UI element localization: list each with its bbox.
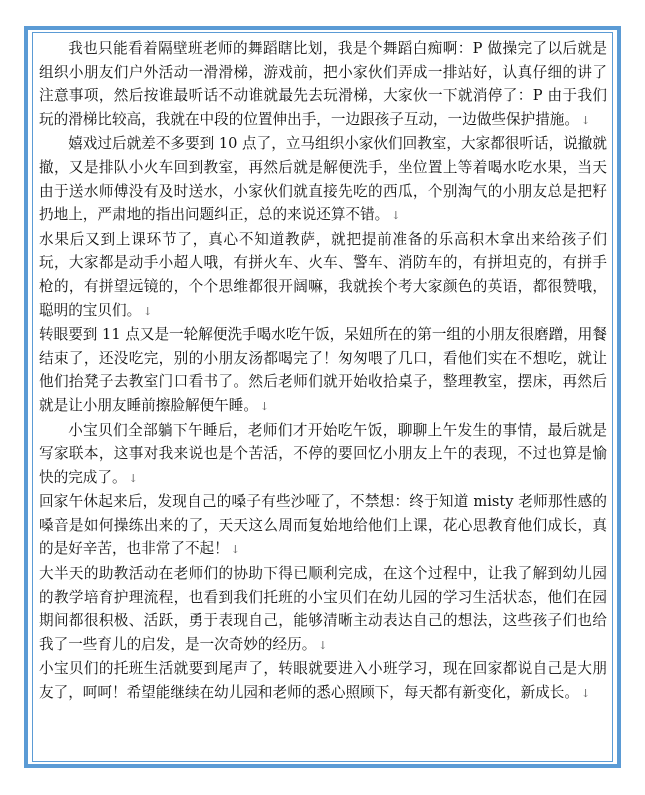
paragraph-7: [39, 562, 607, 657]
paragraph-text: 转眼要到 11 点又是一轮解便洗手喝水吃午饭，呆妞所在的第一组的小朋友很磨蹭，用餐结束了，还没吃完，别的小朋友汤都喝完了！匆匆喂了几口，看他们实在不想吃，就让他们抬凳子去教室门口看书了。然后老师们就开始收拾桌子，整理教室，摆床，再然后就是让小朋友睡前擦脸解便午睡。: [39, 326, 607, 414]
paragraph-6: [39, 490, 607, 562]
paragraph-text: 水果后又到上课环节了，真心不知道教萨，就把提前准备的乐高积木拿出来给孩子们玩，大家都是动手小超人哦，有拼火车、火车、警车、消防车的，有拼坦克的，有拼手枪的，有拼望远镜的，个个思维都很开阔嘛，我就挨个考大家颜色的英语，都很赞哦，聪明的宝贝们。: [39, 230, 607, 319]
paragraph-mark-icon: ↓: [259, 399, 270, 413]
paragraph-mark-icon: ↓: [230, 543, 240, 557]
paragraph-mark-icon: ↓: [143, 304, 153, 318]
paragraph-3: [39, 228, 607, 323]
paragraph-8: [39, 657, 607, 705]
paragraph-5: [39, 419, 607, 491]
paragraph-text: 嬉戏过后就差不多要到 10 点了，立马组织小家伙们回教室，大家都很听话，说撤就撤，又是排队小火车回到教室，再然后就是解便洗手，坐位置上等着喝水吃水果，当天由于送水师傅没有及时送水，小家伙们就直接先吃的西瓜，个别淘气的小朋友总是把籽扔地上，严肃地的指出问题纠正，总的来说还算不错。: [39, 135, 607, 224]
paragraph-text: 小宝贝们的托班生活就要到尾声了，转眼就要进入小班学习，现在回家都说自己是大朋友了，呵呵！希望能继续在幼儿园和老师的悉心照顾下，每天都有新变化，新成长。: [39, 660, 607, 702]
paragraph-mark-icon: ↓: [391, 209, 401, 223]
paragraph-2: [39, 132, 607, 227]
paragraph-mark-icon: ↓: [318, 638, 328, 652]
paragraph-mark-icon: ↓: [128, 471, 138, 485]
paragraph-text: 回家午休起来后，发现自己的嗓子有些沙哑了，不禁想：终于知道 misty 老师那性感的嗓音是如何操练出来的了，天天这么周而复始地给他们上课，花心思教育他们成长，真的是好辛苦，也非常了不起！: [39, 493, 607, 558]
paragraph-4: [39, 323, 607, 418]
paragraph-text: 大半天的助教活动在老师们的协助下得已顺利完成，在这个过程中，让我了解到幼儿园的教学培育护理流程，也看到我们托班的小宝贝们在幼儿园的学习生活状态，他们在园期间都很积极、活跃，勇于表现自己，能够清晰主动表达自己的想法，这些孩子们也给我了一些育儿的启发，是一次奇妙的经历。: [39, 565, 607, 653]
paragraph-mark-icon: ↓: [580, 687, 591, 701]
paragraph-1: [39, 37, 607, 132]
paragraph-text: 小宝贝们全部躺下午睡后，老师们才开始吃午饭，聊聊上午发生的事情，最后就是写家联本，这事对我来说也是个苦活，不停的要回忆小朋友上午的表现，不过也算是愉快的完成了。: [39, 421, 607, 486]
document-body: [39, 37, 607, 706]
paragraph-mark-icon: ↓: [580, 113, 591, 127]
paragraph-text: 我也只能看着隔壁班老师的舞蹈瞎比划，我是个舞蹈白痴啊：P 做操完了以后就是组织小朋友们户外活动一滑滑梯，游戏前，把小家伙们弄成一排站好，认真仔细的讲了注意事项，然后按谁最听话不动谁就最先去玩滑梯，大家伙一下就消停了：P 由于我们玩的滑梯比较高，我就在中段的位置伸出手，一边跟孩子互动，一边做些保护措施。: [39, 40, 607, 128]
